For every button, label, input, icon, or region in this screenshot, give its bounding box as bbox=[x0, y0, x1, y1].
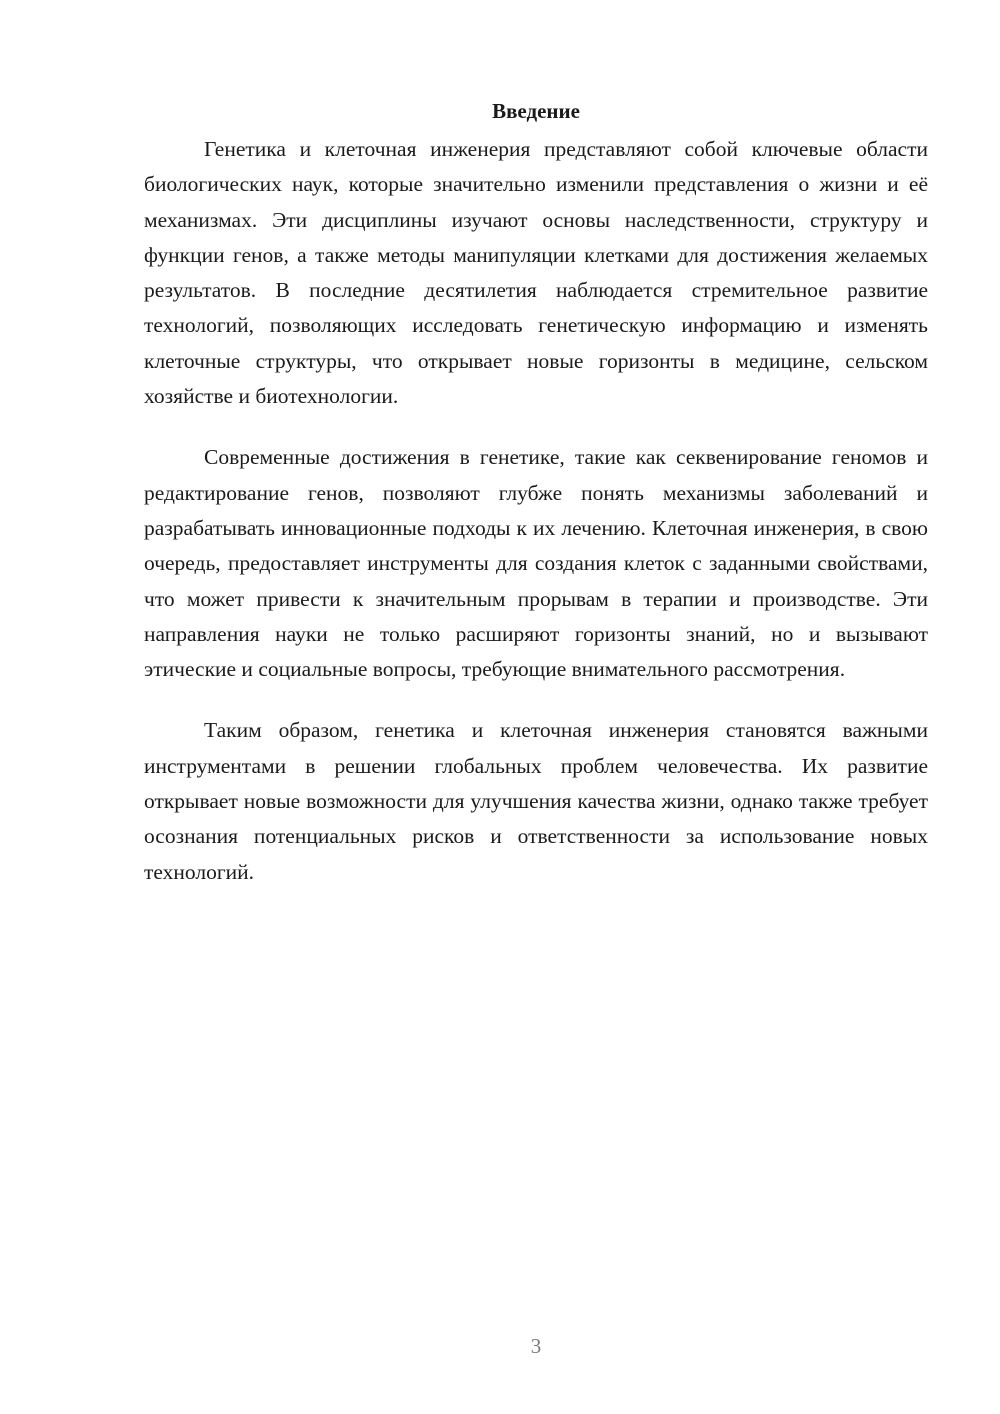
paragraph-1: Генетика и клеточная инженерия представляют собой ключевые области биологических наук, которые значительно изменили представления о жизни и её механизмах. Эти дисциплины изучают основы наследственности, структуру и функции генов, а также методы манипуляции клетками для достижения желаемых результатов. В последние десятилетия наблюдается стремительное развитие технологий, позволяющих исследовать генетическую информацию и изменять клеточные структуры, что открывает новые горизонты в медицине, сельском хозяйстве и биотехнологии. bbox=[144, 137, 928, 409]
paragraph-2: Современные достижения в генетике, такие как секвенирование геномов и редактирование генов, позволяют глубже понять механизмы заболеваний и разрабатывать инновационные подходы к их лечению. Клеточная инженерия, в свою очередь, предоставляет инструменты для создания клеток с заданными свойствами, что может привести к значительным прорывам в терапии и производстве. Эти направления науки не только расширяют горизонты знаний, но и вызывают этические и социальные вопросы, требующие внимательного рассмотрения. bbox=[144, 445, 928, 682]
page-number: 3 bbox=[530, 1334, 542, 1358]
section-title: Введение bbox=[492, 99, 580, 123]
page-content bbox=[144, 94, 928, 916]
paragraph-3: Таким образом, генетика и клеточная инженерия становятся важными инструментами в решении глобальных проблем человечества. Их развитие открывает новые возможности для улучшения качества жизни, однако также требует осознания потенциальных рисков и ответственности за использование новых технологий. bbox=[144, 718, 928, 884]
